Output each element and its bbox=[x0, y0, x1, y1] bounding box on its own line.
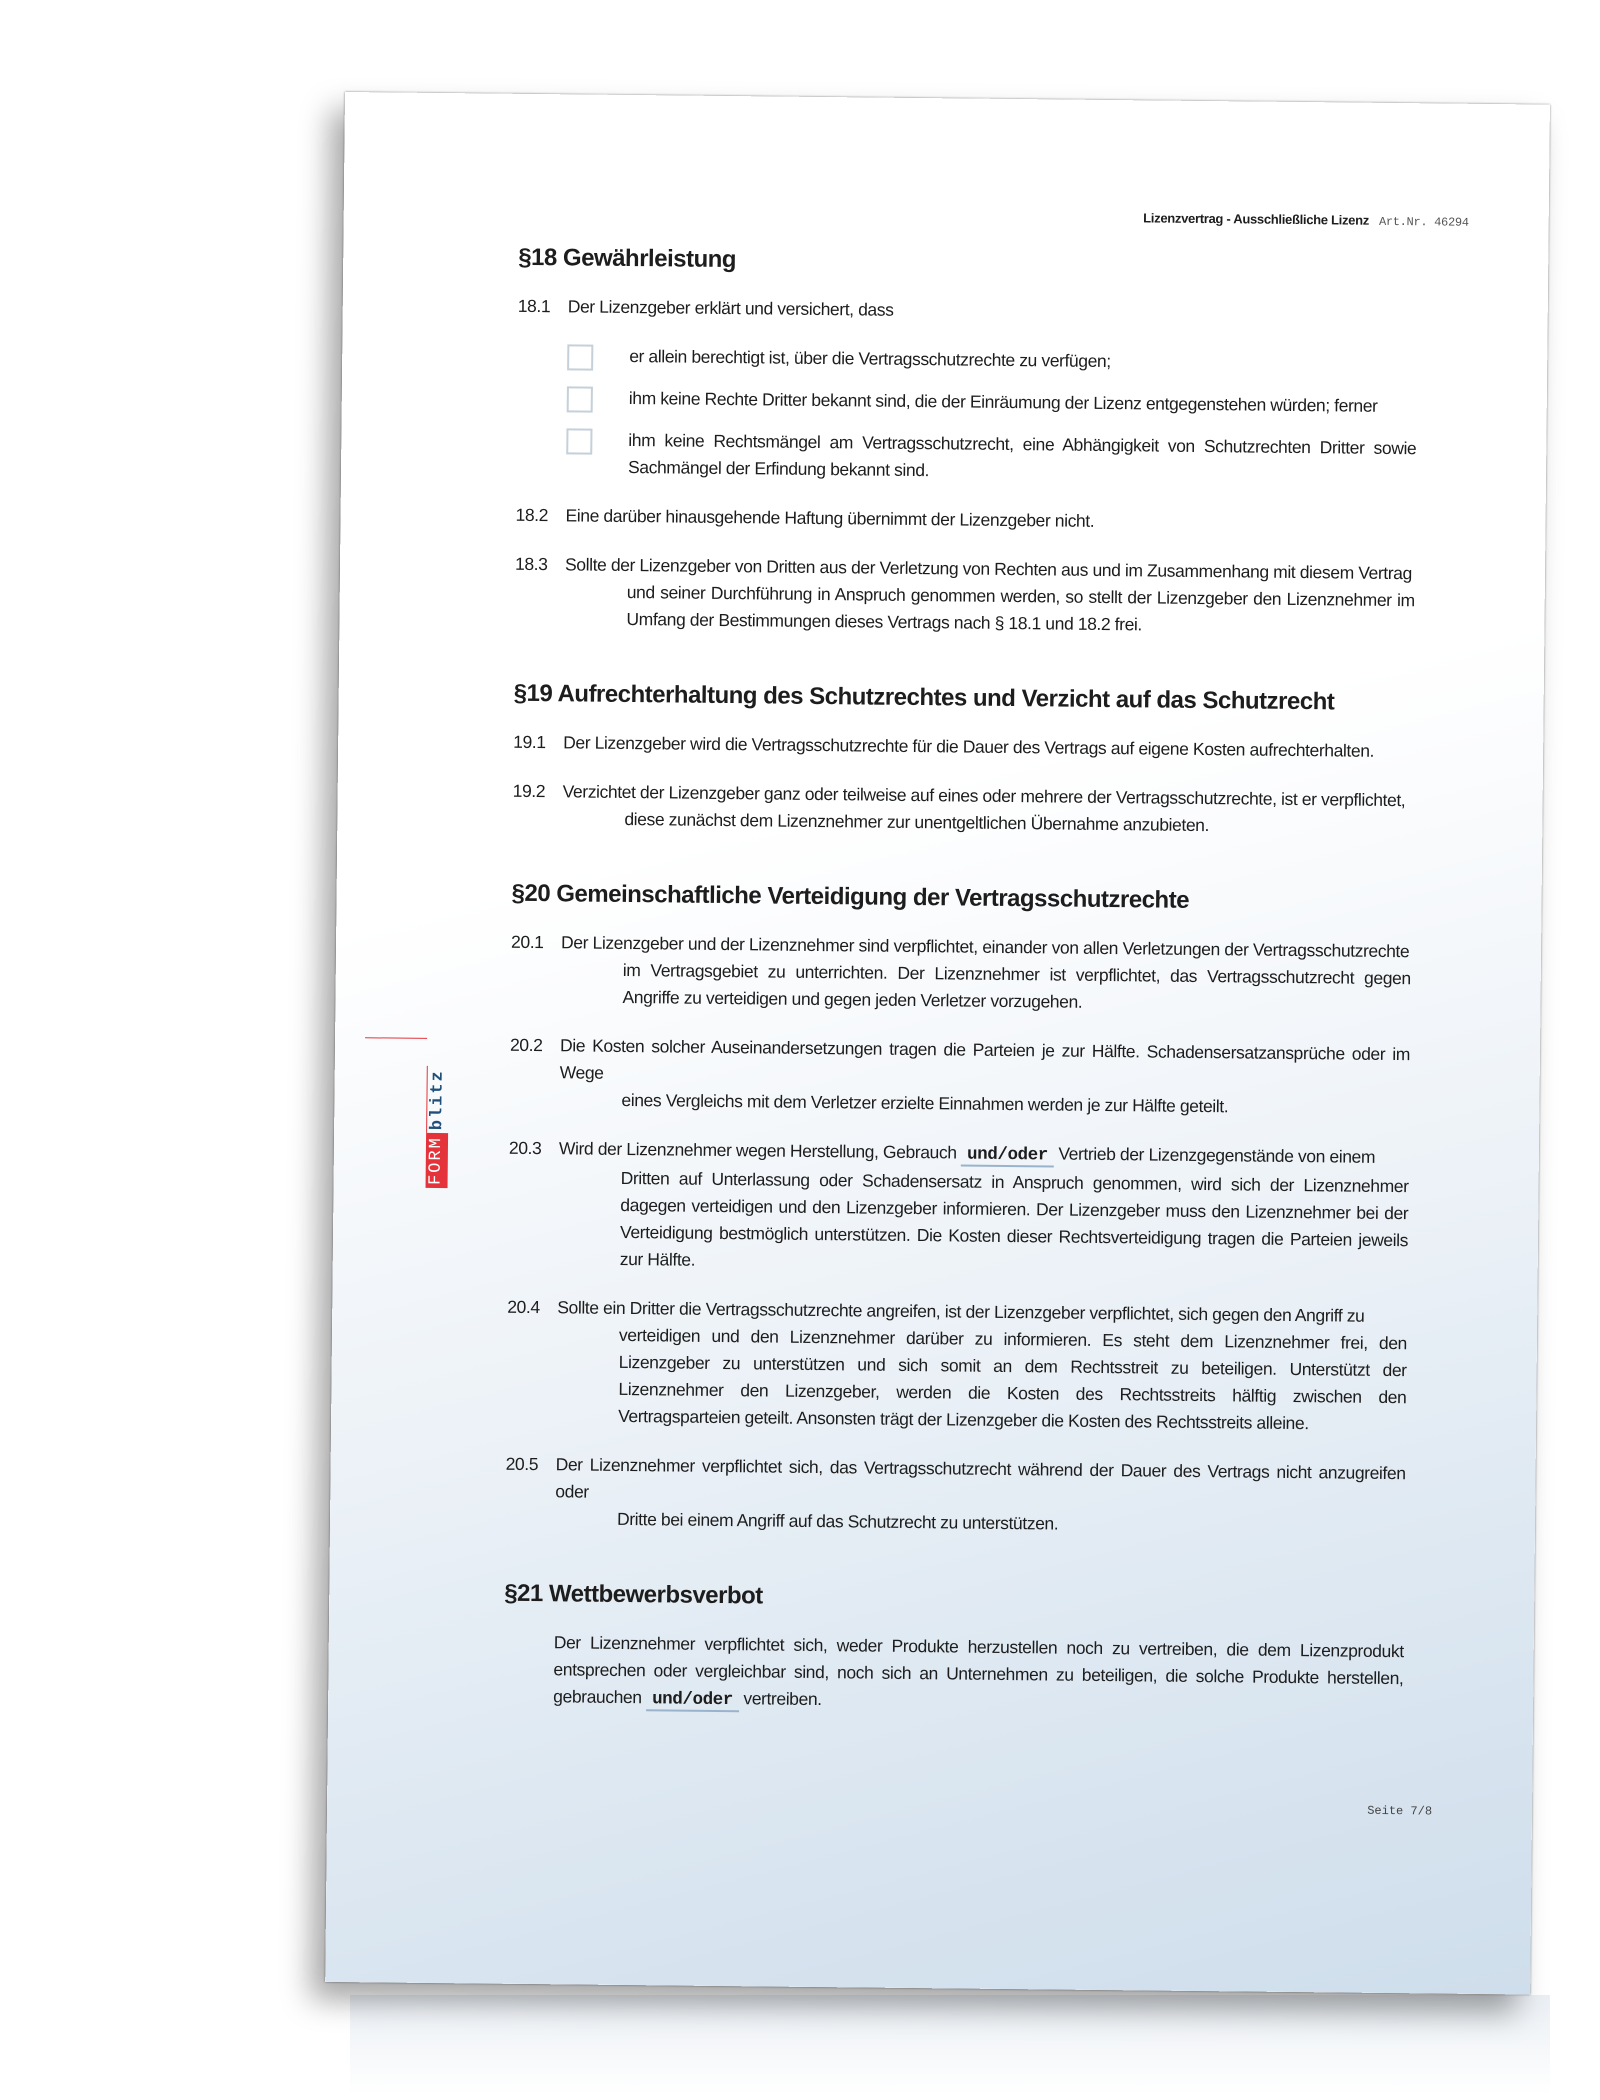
clause-line: Der Lizenznehmer verpflichtet sich, weder Produkte herzustellen noch zu vertreiben, die dem Lizenzprodukt entsprechen oder vergleichbar sind, noch sich an Unternehmen zu beteiligen, die solche Produkte herstellen, gebrauchen bbox=[553, 1632, 1404, 1708]
checkbox-label: ihm keine Rechte Dritter bekannt sind, die der Einräumung der Lizenz entgegenstehen würden; ferner bbox=[628, 387, 1378, 416]
logo-line bbox=[365, 1037, 427, 1039]
section-18 bbox=[514, 244, 1418, 641]
header-title: Lizenzvertrag - Ausschließliche Lizenz bbox=[1143, 210, 1370, 228]
section-19 bbox=[512, 680, 1414, 841]
document-header bbox=[1143, 210, 1469, 229]
clause bbox=[515, 502, 1415, 538]
clause bbox=[505, 1451, 1406, 1541]
page-number: Seite 7/8 bbox=[1367, 1803, 1433, 1819]
clause bbox=[509, 1032, 1410, 1122]
section-title: §20 Gemeinschaftliche Verteidigung der Vertragsschutzrechte bbox=[511, 879, 1190, 914]
clause-line: Vertrieb der Lizenzgegenstände von einem bbox=[1058, 1143, 1376, 1167]
clause-continuation: Dritten auf Unterlassung oder Schadensersatz in Anspruch genommen, wird sich der Lizenznehmer dagegen verteidigen und den Lizenzgeber informieren. Der Lizenzgeber muss den Lizenznehmer bei der Verteidigung bestmöglich unterstützen. Die Kosten dieser Rechtsverteidigung tragen die Parteien jeweils zur Hälfte. bbox=[619, 1167, 1409, 1270]
clause bbox=[518, 293, 1418, 329]
checkbox[interactable] bbox=[567, 344, 593, 370]
checkbox-item bbox=[567, 342, 1417, 379]
clause-text: Der Lizenzgeber wird die Vertragsschutzrechte für die Dauer des Vertrags auf eigene Kosten aufrechterhalten. bbox=[563, 732, 1375, 761]
clause-text bbox=[503, 1629, 1404, 1721]
clause-number: 20.1 bbox=[511, 931, 544, 953]
clause-number: 20.3 bbox=[508, 1137, 542, 1159]
clause-number: 18.1 bbox=[517, 295, 551, 317]
clause-line: Wird der Lizenznehmer wegen Herstellung, Gebrauch bbox=[558, 1138, 957, 1163]
clause-number: 20.4 bbox=[507, 1296, 540, 1318]
clause-text: Eine darüber hinausgehende Haftung übernimmt der Lizenzgeber nicht. bbox=[565, 505, 1095, 531]
formblitz-logo bbox=[364, 1037, 446, 1188]
clause bbox=[512, 778, 1413, 841]
section-title: §21 Wettbewerbsverbot bbox=[504, 1579, 763, 1610]
clause-number: 18.3 bbox=[514, 553, 548, 575]
clause-line: Sollte ein Dritter die Vertragsschutzrechte angreifen, ist der Lizenzgeber verpflichtet, sich gegen den Angriff zu bbox=[557, 1297, 1365, 1326]
section-20 bbox=[505, 880, 1412, 1541]
section-21 bbox=[503, 1580, 1404, 1721]
clause-continuation: verteidigen und den Lizenznehmer darüber zu informieren. Es steht dem Lizenznehmer frei, den Lizenzgeber zu unterstützen und sich somit an dem Rechtsstreit zu beteiligen. Unterstützt der Lizenznehmer den Lizenzgeber, werden die Kosten des Rechtsstreits hälftig zwischen den Vertragsparteien geteilt. Ansonsten trägt der Lizenzgeber die Kosten des Rechtsstreits alleine. bbox=[618, 1324, 1408, 1434]
clause-continuation: diese zunächst dem Lizenznehmer zur unentgeltlichen Übernahme anzubieten. bbox=[624, 808, 1210, 836]
checkbox-label: er allein berechtigt ist, über die Vertragsschutzrechte zu verfügen; bbox=[629, 345, 1111, 372]
clause-continuation: im Vertragsgebiet zu unterrichten. Der Lizenznehmer ist verpflichtet, das Vertragsschutzrecht gegen Angriffe zu verteidigen und gegen jeden Verletzer vorzugehen. bbox=[622, 959, 1411, 1012]
checkbox[interactable] bbox=[566, 428, 592, 454]
document-page bbox=[325, 92, 1550, 1995]
clause-number: 20.2 bbox=[509, 1034, 543, 1056]
section-title: §19 Aufrechterhaltung des Schutzrechtes und Verzicht auf das Schutzrecht bbox=[513, 679, 1335, 716]
checkbox-item bbox=[567, 384, 1417, 421]
clause-continuation: eines Vergleichs mit dem Verletzer erzielte Einnahmen werden je zur Hälfte geteilt. bbox=[621, 1089, 1229, 1117]
clause-line: Der Lizenznehmer verpflichtet sich, das Vertragsschutzrecht während der Dauer des Vertrags nicht anzugreifen oder bbox=[555, 1454, 1406, 1502]
article-number: Art.Nr. 46294 bbox=[1378, 214, 1469, 230]
clause-text bbox=[555, 1451, 1406, 1541]
checkbox[interactable] bbox=[567, 386, 593, 412]
clause-text bbox=[558, 1135, 1409, 1281]
clause-line: Der Lizenzgeber und der Lizenznehmer sind verpflichtet, einander von allen Verletzungen der Vertragsschutzrechte bbox=[561, 932, 1410, 962]
page-reflection bbox=[350, 1995, 1550, 2095]
clause-line: Sollte der Lizenzgeber von Dritten aus der Verletzung von Rechten aus und im Zusammenhang mit diesem Vertrag bbox=[564, 554, 1412, 584]
section-title: §18 Gewährleistung bbox=[518, 243, 737, 274]
clause bbox=[514, 551, 1415, 641]
clause bbox=[506, 1294, 1407, 1438]
checkbox-label: ihm keine Rechtsmängel am Vertragsschutzrecht, eine Abhängigkeit von Schutzrechten Dritter sowie Sachmängel der Erfindung bekannt sind. bbox=[627, 429, 1417, 481]
clause-continuation: und seiner Durchführung in Anspruch genommen werden, so stellt der Lizenzgeber den Lizenznehmer im Umfang der Bestimmungen dieses Vertrags nach § 18.1 und 18.2 frei. bbox=[626, 581, 1415, 635]
clause-text bbox=[556, 1294, 1407, 1438]
clause-text bbox=[559, 1032, 1410, 1122]
clause-continuation: Dritte bei einem Angriff auf das Schutzrecht zu unterstützen. bbox=[616, 1508, 1059, 1534]
clause bbox=[510, 929, 1411, 1019]
clause bbox=[513, 729, 1413, 765]
clause-text bbox=[560, 929, 1411, 1019]
checkbox-item bbox=[566, 426, 1417, 489]
clause-number: 19.2 bbox=[512, 780, 546, 802]
clause-number: 19.1 bbox=[513, 731, 546, 753]
document-body bbox=[503, 244, 1419, 1769]
clause-text bbox=[564, 551, 1415, 641]
choice-field-und-oder[interactable]: und/oder bbox=[646, 1689, 739, 1712]
clause-text bbox=[562, 778, 1413, 841]
logo-form: FORM bbox=[426, 1133, 449, 1188]
clause bbox=[508, 1135, 1409, 1281]
choice-field-und-oder[interactable]: und/oder bbox=[961, 1145, 1054, 1168]
clause-line: Verzichtet der Lizenzgeber ganz oder teilweise auf eines oder mehrere der Vertragsschutzrechte, ist er verpflichtet, bbox=[562, 781, 1406, 811]
clause-line: Die Kosten solcher Auseinandersetzungen tragen die Parteien je zur Hälfte. Schadensersatzansprüche oder im Wege bbox=[559, 1035, 1411, 1083]
clause-number: 20.5 bbox=[505, 1453, 539, 1475]
clause-line: vertreiben. bbox=[743, 1688, 822, 1710]
clause-text: Der Lizenzgeber erklärt und versichert, dass bbox=[567, 296, 894, 320]
logo-blitz: blitz bbox=[426, 1066, 449, 1133]
logo-word bbox=[426, 1066, 449, 1188]
clause-number: 18.2 bbox=[515, 504, 549, 526]
